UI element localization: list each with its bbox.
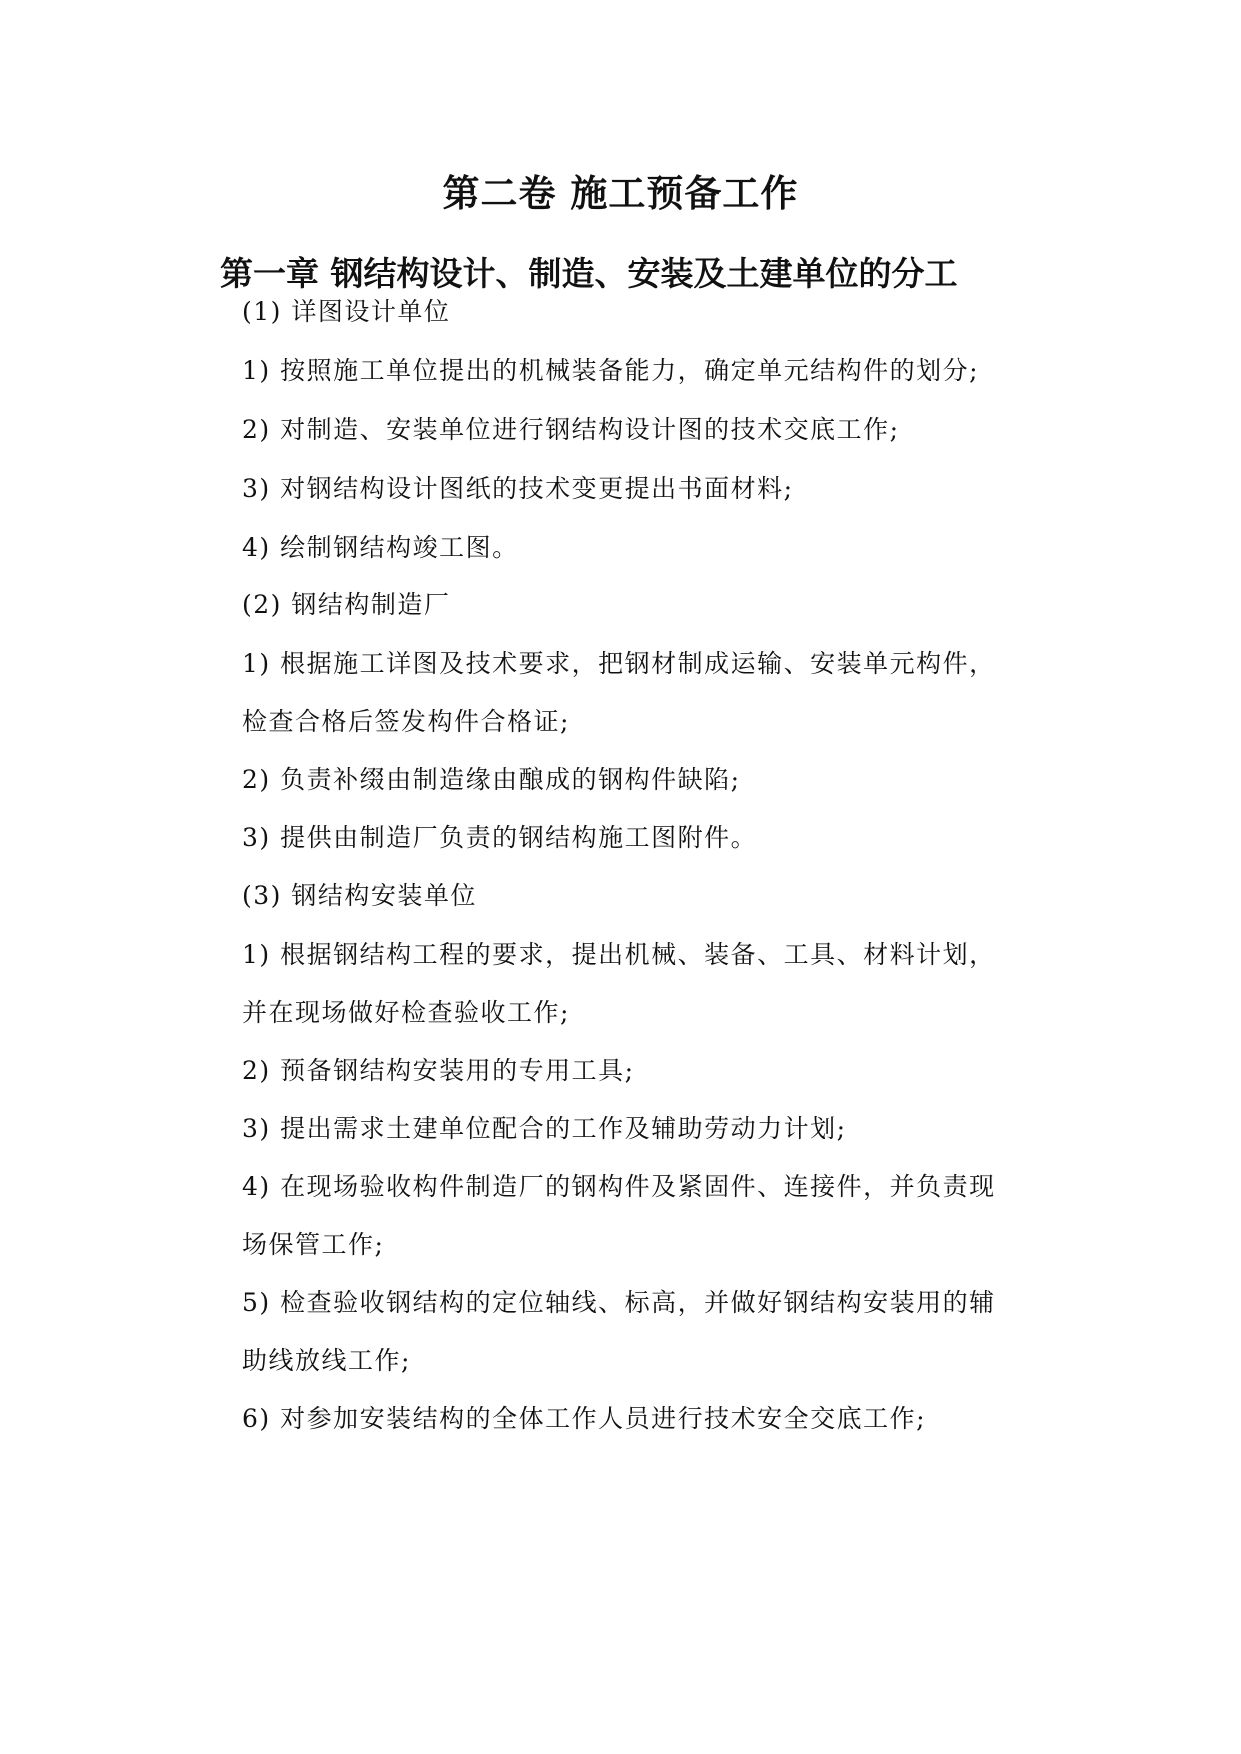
- list-item: 6) 对参加安装结构的全体工作人员进行技术安全交底工作;: [242, 1404, 927, 1433]
- chapter-title: 第一章 钢结构设计、制造、安装及土建单位的分工: [220, 254, 958, 293]
- volume-title: 第二卷 施工预备工作: [442, 172, 799, 215]
- list-item: 2) 对制造、安装单位进行钢结构设计图的技术交底工作;: [242, 415, 900, 444]
- list-item-continuation: 助线放线工作;: [242, 1346, 411, 1375]
- section-heading-2: (2) 钢结构制造厂: [242, 590, 451, 619]
- list-item: 5) 检查验收钢结构的定位轴线、标高，并做好钢结构安装用的辅: [242, 1288, 996, 1317]
- list-item: 3) 提出需求土建单位配合的工作及辅助劳动力计划;: [242, 1114, 847, 1143]
- list-item: 3) 提供由制造厂负责的钢结构施工图附件。: [242, 823, 758, 852]
- list-item: 2) 预备钢结构安装用的专用工具;: [242, 1056, 635, 1085]
- list-item: 4) 在现场验收构件制造厂的钢构件及紧固件、连接件，并负责现: [242, 1172, 996, 1201]
- list-item-continuation: 场保管工作;: [242, 1230, 385, 1259]
- list-item: 1) 按照施工单位提出的机械装备能力，确定单元结构件的划分;: [242, 356, 980, 385]
- list-item: 2) 负责补缀由制造缘由酿成的钢构件缺陷;: [242, 765, 741, 794]
- list-item: 1) 根据施工详图及技术要求，把钢材制成运输、安装单元构件，: [242, 649, 996, 678]
- section-heading-3: (3) 钢结构安装单位: [242, 881, 477, 910]
- list-item-continuation: 检查合格后签发构件合格证;: [242, 707, 570, 736]
- section-heading-1: (1) 详图设计单位: [242, 297, 451, 326]
- list-item: 3) 对钢结构设计图纸的技术变更提出书面材料;: [242, 474, 794, 503]
- list-item: 4) 绘制钢结构竣工图。: [242, 533, 519, 562]
- list-item-continuation: 并在现场做好检查验收工作;: [242, 998, 570, 1027]
- list-item: 1) 根据钢结构工程的要求，提出机械、装备、工具、材料计划，: [242, 940, 996, 969]
